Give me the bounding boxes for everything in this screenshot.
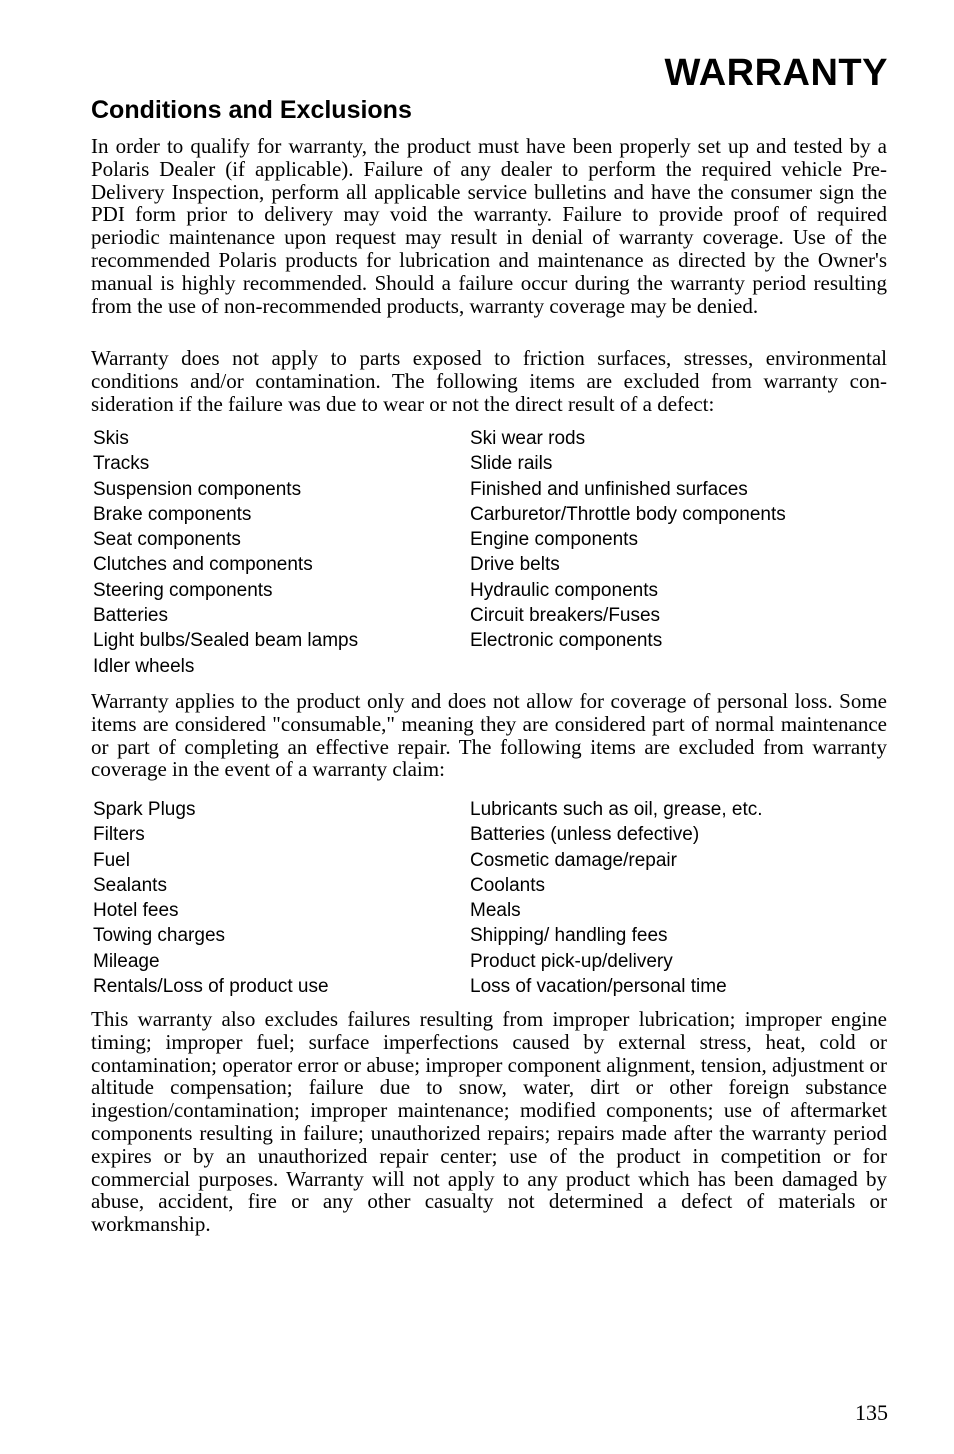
section-heading: Conditions and Exclusions [91,96,412,124]
list-item: Finished and unfinished surfaces [470,478,748,500]
consumable-items-list [93,797,853,999]
paragraph-general-exclusions: This warranty also excludes failures resulting from improper lubrication; improper engine timing; improper fuel; surface imperfections caused by external stress, heat, cold or contamination; operator error or abuse; improper component alignment, tension, adjustment or altitude compensation; failure due to snow, water, dirt or other foreign substance ingestion/contamination; improper maintenance; modified components; use of aftermarket components resulting in failure; unauthorized repairs; repairs made after the warranty period expires or by an unauthorized repair center; use of the product in competition or for commercial purposes. Warranty will not apply to any product which has been damaged by abuse, accident, fire or any other casualty not determined a defect of materials or workmanship. [91,1007,887,1237]
list-item: Meals [470,900,521,922]
paragraph-wear-exclusions: Warranty does not apply to parts exposed to friction surfaces, stresses, environmental conditions and/or contamination. The following items are excluded from warranty con-sideration if the failure was due to wear or not the direct result of a defect: [91,346,887,416]
list-item: Clutches and components [93,554,313,576]
list-item: Engine components [470,529,638,551]
paragraph-qualification: In order to qualify for warranty, the product must have been properly set up and tested by a Polaris Dealer (if applicable). Failure of any dealer to perform the required vehicle Pre-Delivery Inspection, perform all applicable service bulletins and have the consumer sign the PDI form prior to delivery may void the warranty. Failure to provide proof of required periodic maintenance upon request may result in denial of warranty coverage. Use of the recommended Polaris products for lubrication and maintenance as directed by the Owner's manual is highly recommended. Should a failure occur during the warranty period resulting from the use of non-recommended products, warranty coverage may be denied. [91,134,887,318]
list-item: Fuel [93,849,130,871]
page-title: WARRANTY [664,52,888,94]
wear-items-list [93,426,853,679]
list-item: Idler wheels [93,655,195,677]
list-item: Batteries (unless defective) [470,824,700,846]
list-item: Rentals/Loss of product use [93,976,329,998]
list-item: Suspension components [93,478,302,500]
list-item: Drive belts [470,554,560,576]
list-item: Batteries [93,605,168,627]
list-item: Ski wear rods [470,428,586,449]
list-item-empty [470,654,853,679]
list-item: Loss of vacation/personal time [470,976,727,998]
paragraph-consumables: Warranty applies to the product only and does not allow for coverage of personal loss. Some items are considered "consumable," meaning they are considered part of normal maintenance or part of completing an effective repair. The following items are excluded from warranty coverage in the event of a warranty claim: [91,689,887,782]
page-number: 135 [855,1400,888,1425]
list-item: Brake components [93,503,252,525]
list-item: Towing charges [93,925,226,947]
list-item: Lubricants such as oil, grease, etc. [470,799,763,820]
list-item: Slide rails [470,453,553,475]
list-item: Seat components [93,529,241,551]
list-item: Coolants [470,874,545,896]
list-item: Light bulbs/Sealed beam lamps [93,630,359,652]
list-item: Product pick-up/delivery [470,950,673,972]
list-item: Tracks [93,453,150,475]
list-item: Mileage [93,950,160,972]
list-item: Skis [93,428,129,449]
list-item: Steering components [93,579,273,601]
list-item: Carburetor/Throttle body components [470,503,786,525]
list-item: Sealants [93,874,167,896]
list-item: Cosmetic damage/repair [470,849,677,871]
list-item: Shipping/ handling fees [470,925,668,947]
list-item: Spark Plugs [93,799,196,820]
list-item: Hydraulic components [470,579,658,601]
list-item: Hotel fees [93,900,179,922]
list-item: Electronic components [470,630,663,652]
list-item: Filters [93,824,145,846]
list-item: Circuit breakers/Fuses [470,605,661,627]
